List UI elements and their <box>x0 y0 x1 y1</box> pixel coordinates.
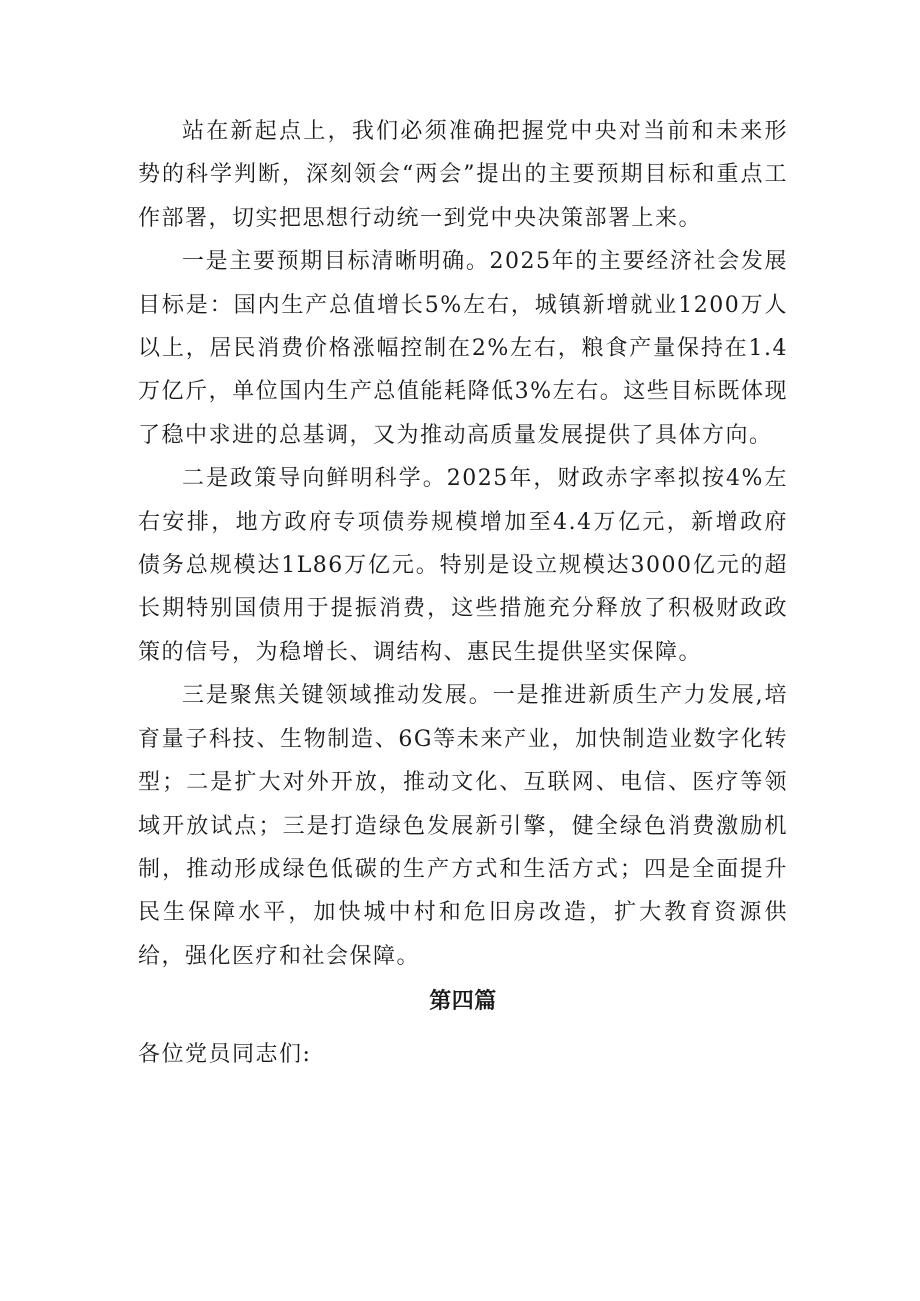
salutation: 各位党员同志们: <box>138 1042 312 1068</box>
paragraph-targets: 一是主要预期目标清晰明确。2025年的主要经济社会发展目标是：国内生产总值增长5%左右，城镇新增就业1200万人以上，居民消费价格涨幅控制在2%左右，粮食产量保持在1.4万亿斤，单位国内生产总值能耗降低3%左右。这些目标既体现了稳中求进的总基调，又为推动高质量发展提供了具体方向。 <box>138 249 788 448</box>
paragraph-policy: 二是政策导向鲜明科学。2025年，财政赤字率拟按4%左右安排，地方政府专项债券规模增加至4.4万亿元，新增政府债务总规模达1L86万亿元。特别是设立规模达3000亿元的超长期特别国债用于提振消费，这些措施充分释放了积极财政政策的信号，为稳增长、调结构、惠民生提供坚实保障。 <box>138 466 788 665</box>
section-heading: 第四篇 <box>429 988 497 1015</box>
document-page <box>138 110 788 1078</box>
paragraph-key-areas: 三是聚焦关键领域推动发展。一是推进新质生产力发展,培育量子科技、生物制造、6G等未来产业，加快制造业数字化转型；二是扩大对外开放，推动文化、互联网、电信、医疗等领域开放试点；三是打造绿色发展新引擎，健全绿色消费激励机制，推动形成绿色低碳的生产方式和生活方式；四是全面提升民生保障水平，加快城中村和危旧房改造，扩大教育资源供给，强化医疗和社会保障。 <box>138 683 788 969</box>
paragraph-intro: 站在新起点上，我们必须准确把握党中央对当前和未来形势的科学判断，深刻领会“两会”提出的主要预期目标和重点工作部署，切实把思想行动统一到党中央决策部署上来。 <box>138 119 788 231</box>
